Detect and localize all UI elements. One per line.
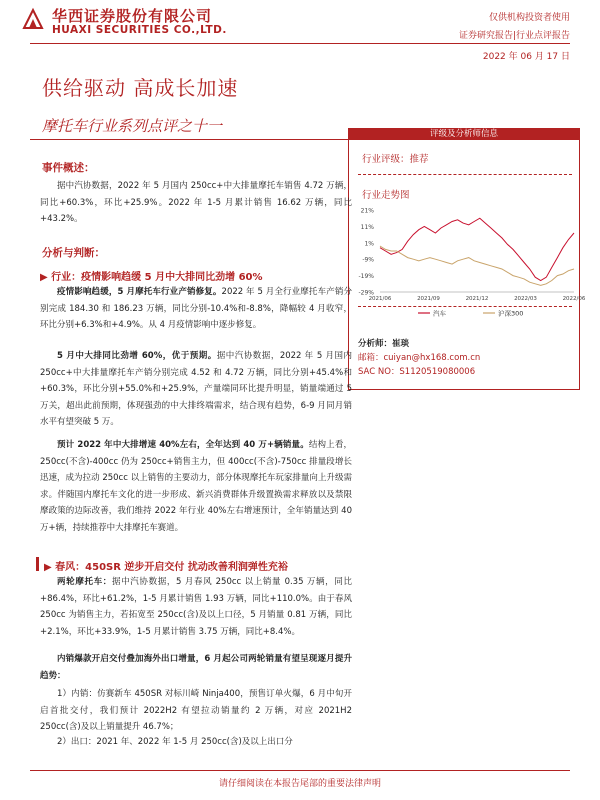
company-logo-icon	[22, 8, 44, 30]
paragraph-body: 据中汽协数据，5 月春风 250cc 以上销量 0.35 万辆，同比+86.4%，环比+61.2%，1-5 月累计销售 1.93 万辆，同比+110.0%。由于春风 250cc 为销售主力，若拓宽至 250cc(含)及以上口径，5 月销量 0.81 万辆，同比+2.1%，环比+33.9%，1-5 月累计销售 3.75 万辆，同比+8.4%。	[40, 577, 352, 637]
event-paragraph: 据中汽协数据，2022 年 5 月国内 250cc+中大排量摩托车销售 4.72 万辆，同比+60.3%，环比+25.9%。2022 年 1-5 月累计销售 16.62 万辆，同比+43.2%。	[40, 181, 352, 224]
section-accent-bar	[36, 557, 39, 571]
header-divider	[30, 43, 570, 44]
x-tick-label: 2021/12	[465, 296, 489, 302]
paragraph-export: 2）出口：2021 年、2022 年 1-5 月 250cc(含)及以上出口分	[57, 737, 293, 747]
event-heading: 事件概述：	[42, 162, 95, 174]
panel-divider	[358, 306, 572, 307]
series-line-csi300	[380, 246, 574, 285]
company-name-cn: 华西证券股份有限公司	[52, 7, 213, 25]
analyst-email: 邮箱：cuiyan@hx168.com.cn	[358, 353, 481, 363]
paragraph-industry-recovery	[40, 284, 352, 334]
footer-disclaimer: 请仔细阅读在本报告尾部的重要法律声明	[218, 779, 381, 789]
paragraph-body: 据中汽协数据，2022 年 5 月国内 250cc+中大排量摩托车产销分别完成 4.52 和 4.72 万辆，同比分别+45.4%和+60.3%，环比分别+55.0%和+25.9%，产量端同环比提升明显，销量端通过 5 万关，超出此前预期，体现强劲的中大排终端需求，结合现有趋势，6-9 月同月销水平有望突破 5 万。	[40, 351, 352, 427]
section-heading-industry: ▶ 行业：疫情影响趋缓 5 月中大排同比劲增 60%	[40, 272, 263, 283]
legend-label: 汽车	[433, 309, 446, 318]
paragraph-lead: 预计 2022 年中大排增速 40%左右，全年达到 40 万+辆销量。	[57, 440, 309, 450]
paragraph-lead: 5 月中大排同比劲增 60%，优于预期。	[57, 351, 217, 361]
paragraph-lead: 疫情影响趋缓，5 月摩托车行业产销修复。	[57, 287, 222, 297]
usage-note: 仅供机构投资者使用	[488, 13, 570, 23]
paragraph-lead: 两轮摩托车：	[57, 577, 112, 587]
subtitle-divider	[30, 139, 348, 140]
paragraph-may-sales	[40, 348, 352, 431]
analyst-name: 分析师：崔琰	[358, 339, 410, 349]
y-tick-label: -19%	[358, 273, 374, 281]
paragraph-two-wheel	[40, 574, 352, 640]
paragraph-trend-lead	[40, 651, 352, 684]
series-line-auto	[380, 218, 574, 280]
x-tick-label: 2021/06	[368, 296, 392, 302]
y-tick-label: 21%	[360, 207, 374, 215]
industry-rating: 行业评级：推荐	[362, 154, 429, 165]
paragraph-body: 2022 年 5 月全行业摩托车产销分别完成 184.30 和 186.23 万辆，同比分别-10.4%和-8.8%，降幅较 4 月收窄，环比分别+6.3%和+4.9%。从 4 月疫情影响中逐步修复。	[40, 287, 352, 330]
y-tick-label: -9%	[362, 256, 374, 264]
industry-trend-chart	[348, 202, 586, 320]
report-date: 2022 年 06 月 17 日	[482, 52, 570, 62]
panel-divider	[358, 174, 572, 175]
paragraph-body: 结构上看，250cc(不含)-400cc 仍为 250cc+销售主力，但 400cc(不含)-750cc 排量段增长迅速，成为拉动 250cc 以上销售的主要动力，部分体现摩托车玩家排量向上升级需求。伴随国内摩托车文化的进一步形成、新兴消费群体升级置换需求释放以及禁限摩政策的边际改善，我们维持 2022 年行业 40%左右增速预计，全年销量达到 40 万+辆，持续推荐中大排摩托车赛道。	[40, 440, 352, 533]
x-tick-label: 2022/06	[562, 296, 586, 302]
legend-label: 沪深300	[498, 309, 524, 318]
trend-chart-label: 行业走势图	[362, 190, 410, 201]
paragraph-forecast	[40, 437, 352, 536]
report-subtitle: 摩托车行业系列点评之十一	[42, 117, 223, 135]
report-title: 供给驱动 高成长加速	[42, 76, 239, 100]
y-tick-label: 11%	[360, 223, 374, 231]
y-tick-label: -29%	[358, 289, 374, 297]
y-tick-label: 1%	[364, 240, 374, 248]
x-tick-label: 2021/09	[417, 296, 440, 302]
x-tick-label: 2022/03	[514, 296, 537, 302]
paragraph-lead: 内销爆款开启交付叠加海外出口增量，6 月起公司两轮销量有望呈现逐月提升趋势：	[40, 654, 352, 681]
section-heading-cfmoto: ▶ 春风：450SR 逆步开启交付 扰动改善利润弹性充裕	[44, 562, 288, 573]
company-name-en: HUAXI SECURITIES CO.,LTD.	[52, 24, 227, 36]
analyst-sac-number: SAC NO：S1120519080006	[358, 367, 476, 377]
footer-divider	[30, 770, 570, 771]
report-category: 证券研究报告|行业点评报告	[458, 31, 570, 41]
info-panel-header: 评级及分析师信息	[348, 128, 580, 140]
paragraph-domestic: 1）内销：仿赛新车 450SR 对标川崎 Ninja400，预售订单火爆，6 月中旬开启首批交付，我们预计 2022H2 有望拉动销量约 2 万辆，对应 2021H2 250cc(含)及以上销量提升 46.7%；	[40, 689, 352, 732]
analysis-heading: 分析与判断：	[42, 247, 105, 259]
